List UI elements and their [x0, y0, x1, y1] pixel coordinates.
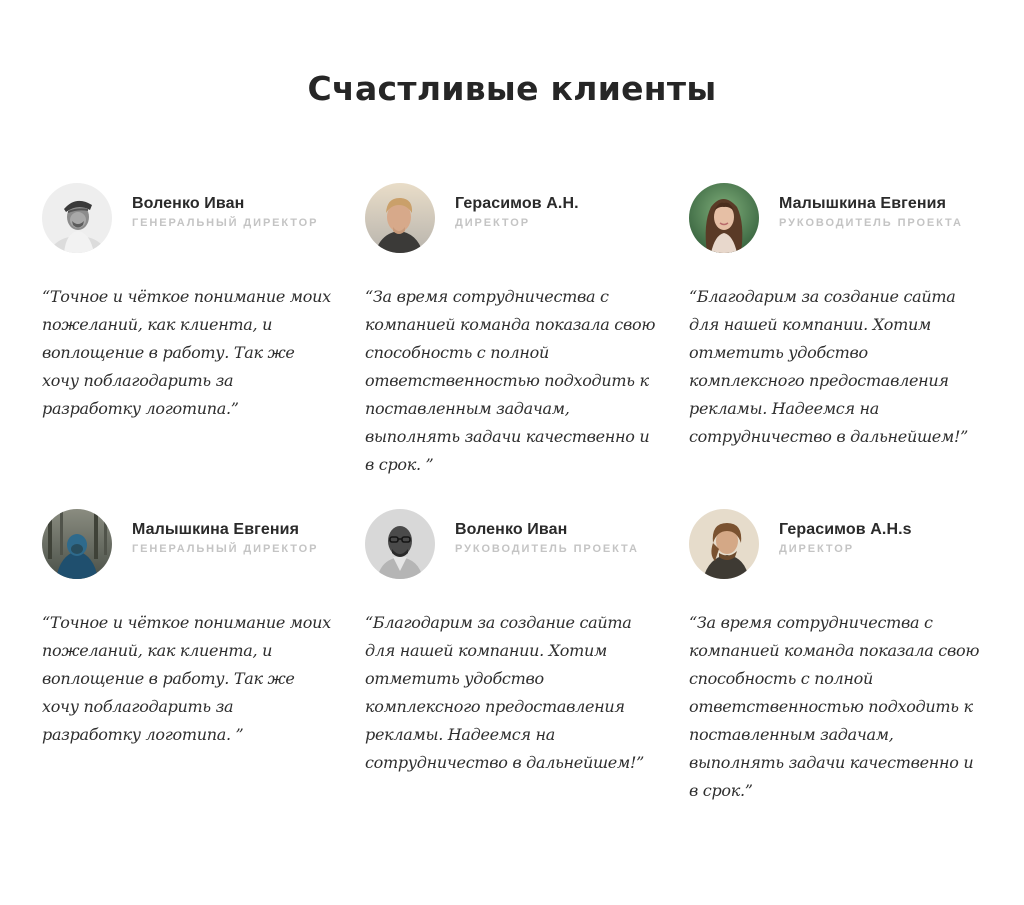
person-role: РУКОВОДИТЕЛЬ ПРОЕКТА	[455, 543, 639, 555]
testimonials-grid	[42, 183, 1002, 835]
testimonial-card	[42, 509, 365, 835]
avatar-man-glasses-icon	[365, 509, 435, 579]
person-name: Герасимов А.Н.s	[779, 521, 912, 538]
testimonial-header	[42, 183, 365, 253]
testimonial-quote: “Благодарим за создание сайта для нашей компании. Хотим отметить удобство комплексного предоставления рекламы. Надеемся на сотрудничество в дальнейшем!”	[365, 613, 644, 772]
person-role: ДИРЕКТОР	[779, 543, 854, 555]
person-role: ГЕНЕРАЛЬНЫЙ ДИРЕКТОР	[132, 543, 319, 555]
testimonial-header	[365, 509, 689, 579]
testimonial-card	[365, 509, 689, 835]
person-info	[779, 509, 912, 556]
testimonial-header	[689, 183, 1002, 253]
person-role: ГЕНЕРАЛЬНЫЙ ДИРЕКТОР	[132, 217, 319, 229]
testimonial-card	[689, 509, 1002, 835]
testimonial-card	[365, 183, 689, 509]
testimonial-quote: “За время сотрудничества с компанией команда показала свою способность с полной ответственностью подходить к поставленным задачам, выполнять задачи качественно и в срок. ”	[365, 287, 656, 474]
testimonial-header	[689, 509, 1002, 579]
avatar-man-cap-icon	[42, 183, 112, 253]
person-name: Воленко Иван	[455, 521, 568, 538]
person-name: Герасимов А.Н.	[455, 195, 579, 212]
person-name: Малышкина Евгения	[132, 521, 300, 538]
person-info	[779, 183, 963, 230]
person-name: Воленко Иван	[132, 195, 245, 212]
person-role: РУКОВОДИТЕЛЬ ПРОЕКТА	[779, 217, 963, 229]
avatar-blond-man-icon	[365, 183, 435, 253]
testimonial-quote: “За время сотрудничества с компанией команда показала свою способность с полной ответственностью подходить к поставленным задачам, выполнять задачи качественно и в срок.”	[689, 613, 980, 800]
person-info	[455, 183, 579, 230]
testimonial-card	[689, 183, 1002, 509]
person-role: ДИРЕКТОР	[455, 217, 530, 229]
avatar-person-blue-hood-icon	[42, 509, 112, 579]
section-title: Счастливые клиенты	[307, 69, 717, 108]
avatar-person-brown-hair-icon	[689, 509, 759, 579]
testimonial-card	[42, 183, 365, 509]
person-info	[455, 509, 639, 556]
avatar-woman-icon	[689, 183, 759, 253]
person-name: Малышкина Евгения	[779, 195, 947, 212]
person-info	[132, 183, 318, 230]
testimonial-quote: “Благодарим за создание сайта для нашей компании. Хотим отметить удобство комплексного предоставления рекламы. Надеемся на сотрудничество в дальнейшем!”	[689, 287, 968, 446]
person-info	[132, 509, 318, 556]
testimonial-quote: “Точное и чёткое понимание моих пожеланий, как клиента, и воплощение в работу. Так же хочу поблагодарить за разработку логотипа.”	[42, 287, 331, 418]
testimonial-header	[365, 183, 689, 253]
testimonial-quote: “Точное и чёткое понимание моих пожеланий, как клиента, и воплощение в работу. Так же хочу поблагодарить за разработку логотипа. ”	[42, 613, 331, 744]
testimonial-header	[42, 509, 365, 579]
